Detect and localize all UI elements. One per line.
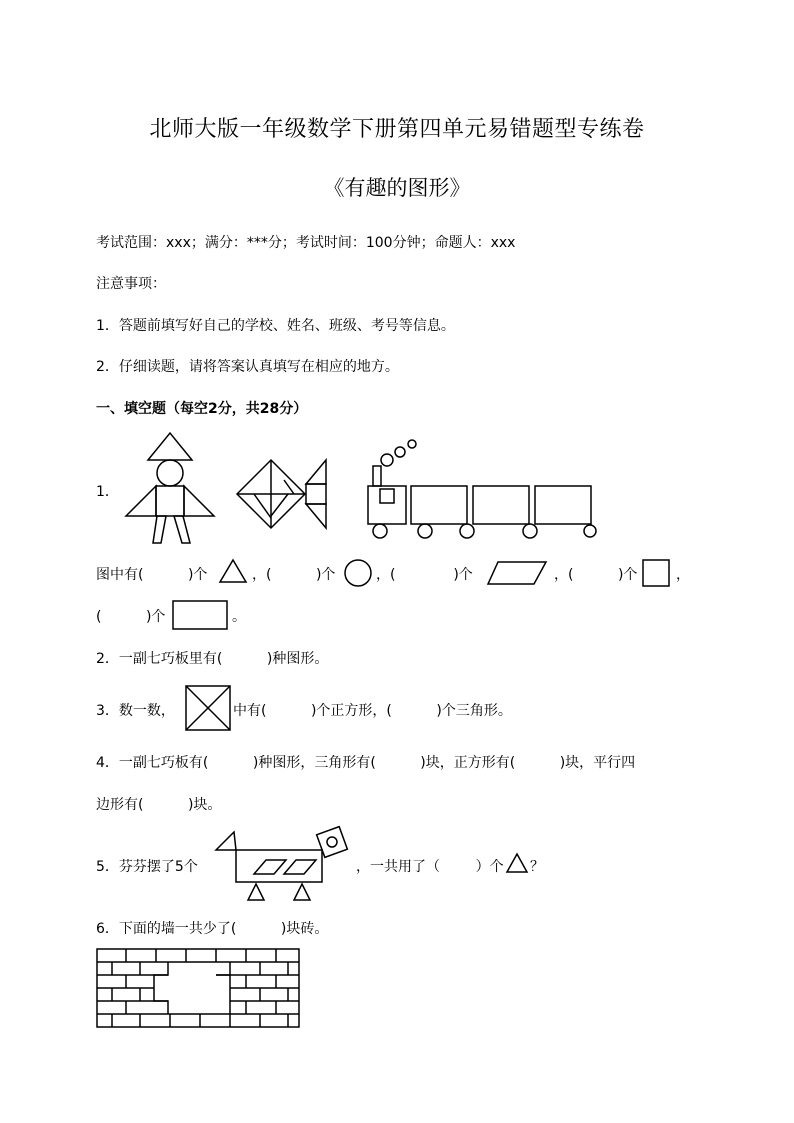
crossed-square-figure <box>185 685 231 731</box>
page-subtitle: 《有趣的图形》 <box>323 176 471 200</box>
q2-text: 2．一副七巧板里有( )种图形。 <box>96 651 329 667</box>
q5-prefix: 5．芬芬摆了5个 <box>96 859 198 875</box>
q1-end: 。 <box>232 609 246 625</box>
rectangle-icon <box>172 600 228 630</box>
q5-suffix: ？ <box>530 859 544 875</box>
q1-sep-3: ，( )个 <box>554 567 638 583</box>
brick-wall-figure <box>96 948 300 1028</box>
circle-icon <box>343 558 373 588</box>
q1-prefix: 图中有( <box>96 567 144 583</box>
small-triangle-icon <box>505 852 529 874</box>
section-1-heading: 一、填空题（每空2分，共28分） <box>96 401 308 417</box>
notes-heading: 注意事项： <box>96 276 166 292</box>
robot-figure <box>120 430 220 548</box>
q5-middle: ，一共用了（ ）个 <box>356 859 504 875</box>
rectangle-count-blank[interactable]: )个 <box>101 609 166 625</box>
exam-info: 考试范围：xxx；满分：***分；考试时间：100分钟；命题人：xxx <box>96 235 516 251</box>
fish-tangram-figure <box>234 456 332 534</box>
note-2: 2．仔细读题，请将答案认真填写在相应的地方。 <box>96 359 399 375</box>
circle-count-blank[interactable]: )个 <box>271 567 336 583</box>
parallelogram-count-blank[interactable]: )个 <box>395 567 473 583</box>
square-icon <box>642 559 670 587</box>
q1-line-1 <box>96 564 207 584</box>
q3-suffix: 中有( )个正方形，( )个三角形。 <box>233 703 512 719</box>
square-count-blank[interactable]: )个 <box>573 567 638 583</box>
tangram-cart-figure <box>214 826 358 904</box>
q1-sep-4: ， <box>676 567 690 583</box>
parallelogram-icon <box>486 560 548 586</box>
q1-number: 1． <box>96 484 119 500</box>
triangle-count-blank[interactable]: )个 <box>143 567 208 583</box>
q1-sep-2: ，( )个 <box>376 567 473 583</box>
note-1: 1．答题前填写好自己的学校、姓名、班级、考号等信息。 <box>96 318 455 334</box>
q1-line-2: ( )个 <box>96 609 166 625</box>
q4-line-1: 4．一副七巧板有( )种图形，三角形有( )块，正方形有( )块，平行四 <box>96 755 636 771</box>
q3-prefix: 3．数一数， <box>96 703 175 719</box>
train-figure <box>360 436 596 540</box>
page-title: 北师大版一年级数学下册第四单元易错题型专练卷 <box>149 117 645 142</box>
triangle-icon <box>218 558 248 584</box>
q1-sep-1: ，( )个 <box>252 567 336 583</box>
q4-line-2: 边形有( )块。 <box>96 797 222 813</box>
q6-text: 6．下面的墙一共少了( )块砖。 <box>96 921 329 937</box>
